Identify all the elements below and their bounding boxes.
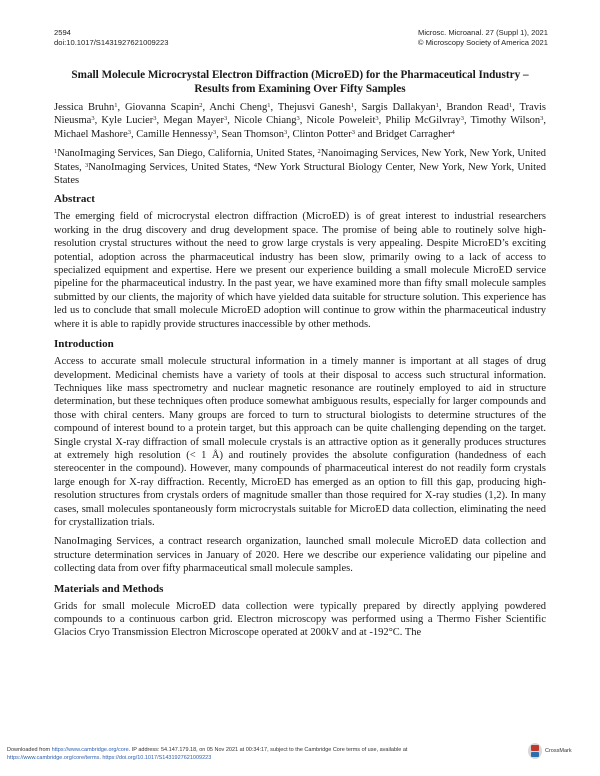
section-heading: Abstract: [54, 193, 95, 206]
author-name: Philip McGilvray: [385, 115, 461, 127]
header-left: [54, 28, 168, 48]
footer-prefix: Downloaded from: [7, 747, 52, 753]
author-affiliation-mark: 2: [199, 102, 203, 109]
author-name: Clinton Potter: [292, 128, 352, 140]
author-separator: and: [354, 128, 376, 140]
body-paragraph: Grids for small molecule MicroED data collection were typically prepared by directly applying powdered compounds to a continuous carbon grid. Electron microscopy was performed using a Thermo Fisher Scientific Glacios Cryo Transmission Electron Microscope operated at 200kV and at -192°C. The: [54, 600, 546, 639]
author-separator: ,: [287, 128, 293, 140]
paper-title: Small Molecule Microcrystal Electron Diffraction (MicroED) for the Pharmaceutical Industry – Results from Examining Over Fifty Samples: [71, 69, 529, 95]
author-name: Travis Nieusma: [54, 102, 546, 127]
doi: doi:10.1017/S1431927621009223: [54, 38, 169, 47]
author-separator: ,: [512, 102, 520, 113]
affiliation-text: Nanoimaging Services, New York, New York, United States,: [54, 148, 546, 173]
author-separator: ,: [131, 128, 137, 140]
section-heading: Materials and Methods: [54, 582, 164, 595]
author-name: Brandon Read: [446, 102, 509, 113]
footer-separator: .: [99, 755, 103, 761]
crossmark-label: CrossMark: [545, 748, 572, 754]
author-name: Kyle Lucier: [101, 115, 154, 127]
author-list: [54, 101, 546, 141]
sections: [54, 192, 546, 639]
header-right: [418, 28, 548, 48]
affiliation-number: 1: [54, 148, 58, 156]
author-affiliation-mark: 3: [540, 115, 544, 123]
author-affiliation-mark: 3: [375, 115, 379, 123]
author-name: Sean Thomson: [221, 128, 284, 140]
author-name: Michael Mashore: [54, 128, 128, 140]
body-paragraph: NanoImaging Services, a contract research organization, launched small molecule MicroED data collection and structure determination services in January of 2020. Here we describe our experience validating our pipeline and collecting data from over fifty pharmaceutical small molecule samples.: [54, 536, 546, 575]
author-name: Thejusvi Ganesh: [277, 102, 351, 113]
author-separator: ,: [438, 102, 447, 113]
body-paragraph: Access to accurate small molecule structural information in a timely manner is important at all stages of drug development. Medicinal chemists have a variety of tools at their disposal to access such structural information. Techniques like mass spectrometry and nuclear magnetic resonance are routinely employed to aid in structure determination, but these techniques often produce somewhat ambiguous results, especially for larger compounds and those with chiral centers. Many groups are forced to turn to structural biologists to determine structures of the compound of interest bound to a protein target, but this approach can be quite challenging depending on the target. Single crystal X-ray diffraction of small molecule crystals is an attractive option as it generally produces structures at extremely high resolution (< 1 Å) and routinely provides the absolute configuration (handedness of each stereocenter in the compound). However, many compounds of pharmaceutical interest do not readily form crystals large enough for X-ray diffraction. Recently, MicroED has emerged as an option to fill this gap, producing high-resolution structures from crystals orders of magnitude smaller than those required for X-ray studies (1,2). In many cases, small molecules spontaneously form microcrystals suitable for MicroED data collection, eliminating the need for crystallization trials.: [54, 356, 546, 528]
author-separator: ,: [216, 128, 222, 140]
affiliation-number: 2: [317, 148, 321, 156]
article-body: [54, 68, 546, 646]
author-affiliation-mark: 3: [153, 115, 157, 123]
author-separator: ,: [378, 115, 386, 127]
author-affiliation-mark: 3: [127, 128, 132, 136]
author-name: Anchi Cheng: [209, 102, 268, 113]
author-affiliation-mark: 1: [508, 102, 513, 109]
affiliation-text: New York Structural Biology Center, New York, New York, United States: [54, 161, 546, 187]
author-affiliation-mark: 3: [296, 115, 300, 123]
author-affiliation-mark: 1: [114, 102, 118, 109]
crossmark-button[interactable]: [528, 743, 572, 759]
download-footer: [7, 746, 527, 762]
author-affiliation-mark: 3: [351, 128, 355, 136]
cambridge-core-link[interactable]: https://www.cambridge.org/core: [51, 747, 129, 753]
author-name: Jessica Bruhn: [54, 102, 115, 113]
author-name: Giovanna Scapin: [124, 102, 200, 113]
author-separator: ,: [117, 102, 125, 113]
crossmark-icon: [528, 743, 542, 759]
terms-link[interactable]: https://www.cambridge.org/core/terms: [7, 755, 100, 761]
author-name: Megan Mayer: [163, 115, 225, 127]
affiliation-text: NanoImaging Services, San Diego, California, United States,: [57, 148, 318, 160]
affiliation-list: [54, 147, 546, 187]
author-affiliation-mark: 3: [284, 128, 288, 136]
author-affiliation-mark: 1: [350, 102, 355, 109]
author-name: Nicole Poweleit: [306, 115, 376, 127]
author-affiliation-mark: 3: [212, 128, 217, 136]
author-affiliation-mark: 1: [267, 102, 271, 109]
author-separator: ,: [354, 102, 362, 113]
copyright: © Microscopy Society of America 2021: [417, 38, 548, 47]
affiliation-text: NanoImaging Services, United States,: [88, 161, 254, 173]
author-name: Sargis Dallakyan: [361, 102, 436, 113]
author-separator: ,: [463, 115, 471, 127]
section-heading: Introduction: [54, 338, 114, 351]
author-separator: ,: [202, 102, 210, 113]
author-affiliation-mark: 3: [91, 115, 95, 123]
author-separator: ,: [156, 115, 164, 127]
author-separator: ,: [543, 115, 547, 127]
footer-ip-text: . IP address: 54.147.179.18, on 05 Nov 2021 at 00:34:17, subject to the Cambridge Core terms of use, available at: [128, 747, 408, 753]
affiliation-number: 4: [253, 161, 257, 169]
affiliation-number: 3: [85, 161, 89, 169]
doi-link[interactable]: https://doi.org/10.1017/S1431927621009223: [102, 755, 212, 761]
page-number: 2594: [54, 28, 71, 37]
body-paragraph: The emerging field of microcrystal electron diffraction (MicroED) is of great interest to industrial researchers working in the drug discovery and drug development space. The promise of being able to routinely solve high-resolution crystal structures without the need to grow large crystals is very appealing. Despite MicroED’s exciting potential, adoption across the pharmaceutical industry has been slow, primarily owing to a lack of access to specialized equipment and expertise. Here we present our experience building a small molecule MicroED service pipeline for the pharmaceutical industry. In the past year, we have examined more than fifty small molecule samples submitted by our clients, the majority of which have yielded data suitable for structure solution. This experience has led us to conclude that small molecule MicroED adoption will continue to grow within the pharmaceutical industry where it is able to rapidly provide structures inaccessible by other methods.: [54, 211, 546, 330]
author-affiliation-mark: 3: [460, 115, 464, 123]
author-name: Nicole Chiang: [234, 115, 297, 127]
author-name: Timothy Wilson: [470, 115, 541, 127]
author-affiliation-mark: 4: [451, 128, 455, 136]
author-separator: ,: [94, 115, 102, 127]
author-affiliation-mark: 1: [435, 102, 439, 109]
journal-citation: Microsc. Microanal. 27 (Suppl 1), 2021: [418, 28, 548, 37]
author-affiliation-mark: 3: [224, 115, 228, 123]
author-separator: ,: [299, 115, 307, 127]
author-name: Bridget Carragher: [375, 128, 452, 140]
author-name: Camille Hennessy: [136, 128, 213, 140]
author-separator: ,: [270, 102, 278, 113]
author-separator: ,: [227, 115, 235, 127]
